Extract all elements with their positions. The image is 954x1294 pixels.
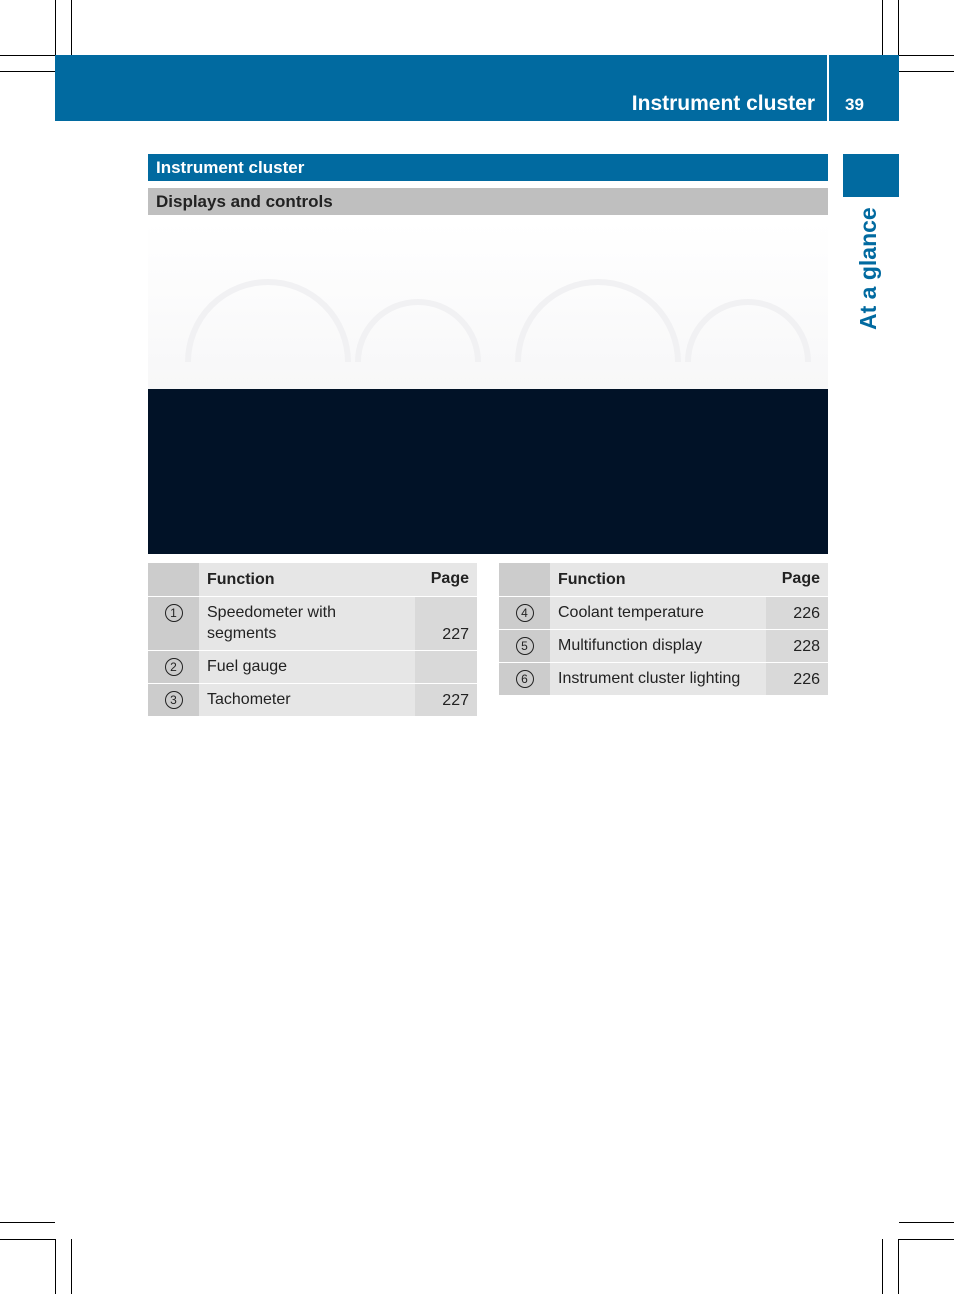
- header-title: Instrument cluster: [631, 92, 815, 115]
- function-cell: Coolant temperature: [550, 596, 766, 629]
- table-header-row: [499, 563, 828, 596]
- crop-mark: [899, 1239, 954, 1240]
- circled-number: 5: [516, 637, 534, 655]
- crop-mark: [55, 0, 56, 55]
- function-cell: Fuel gauge: [199, 650, 415, 683]
- page-number: 39: [845, 95, 864, 114]
- page-cell: 226: [766, 662, 828, 695]
- crop-mark: [899, 71, 954, 72]
- item-number: [499, 596, 550, 629]
- page-column-header: Page: [415, 563, 477, 596]
- page-cell: 227: [415, 683, 477, 716]
- item-number: [148, 596, 199, 650]
- side-tab: [843, 154, 899, 197]
- instrument-cluster-illustration: [148, 222, 828, 554]
- table-row: [499, 629, 828, 662]
- item-number: [148, 683, 199, 716]
- section-title: Instrument cluster: [148, 154, 828, 181]
- side-tab-label: At a glance: [855, 207, 881, 330]
- page-cell: 227: [415, 596, 477, 650]
- function-cell: Instrument cluster lighting: [550, 662, 766, 695]
- crop-mark: [0, 71, 55, 72]
- page-cell: [415, 650, 477, 683]
- number-column-header: [148, 563, 199, 596]
- circled-number: 3: [165, 691, 183, 709]
- function-column-header: Function: [199, 563, 415, 596]
- table-row: [148, 596, 477, 650]
- subsection-title: Displays and controls: [148, 188, 828, 215]
- item-number: [148, 650, 199, 683]
- table-row: [148, 650, 477, 683]
- crop-mark: [898, 0, 899, 55]
- page-cell: 226: [766, 596, 828, 629]
- crop-mark: [0, 1239, 55, 1240]
- function-cell: Tachometer: [199, 683, 415, 716]
- circled-number: 6: [516, 670, 534, 688]
- crop-mark: [0, 55, 55, 56]
- circled-number: 2: [165, 658, 183, 676]
- function-cell: Speedometer with segments: [199, 596, 415, 650]
- instrument-cluster-image: [148, 222, 828, 554]
- table-row: [148, 683, 477, 716]
- header-divider: [827, 55, 829, 121]
- table-header-row: [148, 563, 477, 596]
- number-column-header: [499, 563, 550, 596]
- function-column-header: Function: [550, 563, 766, 596]
- page-column-header: Page: [766, 563, 828, 596]
- circled-number: 1: [165, 604, 183, 622]
- function-table-left: [148, 563, 477, 717]
- function-cell: Multifunction display: [550, 629, 766, 662]
- crop-mark: [71, 0, 72, 55]
- crop-mark: [882, 1239, 883, 1294]
- crop-mark: [898, 1239, 899, 1294]
- page-header: [55, 55, 899, 121]
- crop-mark: [899, 55, 954, 56]
- crop-mark: [899, 1222, 954, 1223]
- page-cell: 228: [766, 629, 828, 662]
- function-table-right: [499, 563, 828, 696]
- image-dark-area: [148, 389, 828, 554]
- item-number: [499, 662, 550, 695]
- crop-mark: [0, 1222, 55, 1223]
- crop-mark: [71, 1239, 72, 1294]
- crop-mark: [882, 0, 883, 55]
- table-row: [499, 596, 828, 629]
- item-number: [499, 629, 550, 662]
- crop-mark: [55, 1239, 56, 1294]
- circled-number: 4: [516, 604, 534, 622]
- table-row: [499, 662, 828, 695]
